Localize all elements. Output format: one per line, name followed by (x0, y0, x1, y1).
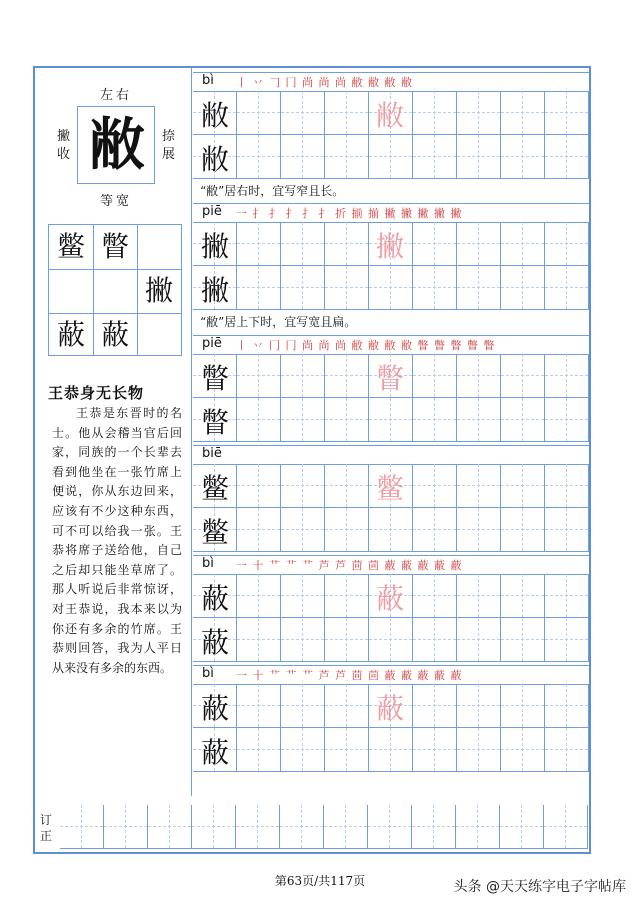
correction-cell[interactable] (324, 805, 368, 849)
correction-cell[interactable] (236, 805, 280, 849)
model-character: 敝 (200, 99, 229, 132)
trace-character: 鳖 (375, 472, 404, 505)
story-title: 王恭身无长物 (48, 384, 145, 402)
correction-cell[interactable] (412, 805, 456, 849)
story-text: 王恭是东晋时的名士。他从会稽当官后回家，同族的一个长辈去看到他坐在一张竹席上便说，你从东边回来，应该有不少这种东西，可不可以给我一张。王恭将席子送给他，自己之后却只能坐草席了。那人听说后非常惊讶，对王恭说，我本来以为你还有多余的竹席。王恭则回答，我为人平日从来没有多余的东西。 (52, 406, 182, 675)
grid-cell[interactable] (545, 135, 589, 179)
grid-cell[interactable] (545, 266, 589, 310)
model-character: 瞥 (200, 362, 229, 395)
correction-row (60, 805, 590, 849)
correction-cell[interactable] (104, 805, 148, 849)
model-character: 撇 (200, 274, 229, 307)
grid-cell[interactable] (413, 508, 457, 552)
grid-cell[interactable] (369, 135, 413, 179)
grid-cell[interactable] (325, 354, 369, 398)
structure-bottom-label: 等宽 (100, 194, 133, 209)
model-character: 撇 (200, 230, 229, 263)
grid-cell[interactable] (281, 222, 325, 266)
pinyin-line (193, 445, 589, 465)
grid-cell[interactable] (281, 574, 325, 618)
grid-cell[interactable] (501, 728, 545, 772)
grid-cell[interactable] (457, 354, 501, 398)
pinyin: bì (202, 666, 214, 681)
component-char: 鳖 (56, 230, 85, 263)
watermark: 头条 @天天练字电子字帖库 (453, 879, 626, 895)
grid-cell[interactable] (413, 354, 457, 398)
model-character: 蔽 (200, 692, 229, 725)
main-character-box (77, 106, 155, 184)
pinyin: piē (202, 204, 222, 219)
grid-cell[interactable] (501, 135, 545, 179)
correction-cell[interactable] (500, 805, 544, 849)
grid-cell[interactable] (325, 574, 369, 618)
grid-cell[interactable] (237, 684, 281, 728)
grid-cell[interactable] (281, 684, 325, 728)
correction-cell[interactable] (280, 805, 324, 849)
model-character: 蔽 (200, 736, 229, 769)
grid-cell[interactable] (545, 464, 589, 508)
correction-cell[interactable] (544, 805, 588, 849)
component-char: 蔽 (100, 318, 129, 351)
grid-cell[interactable] (457, 618, 501, 662)
grid-cell[interactable] (457, 574, 501, 618)
grid-cell[interactable] (501, 574, 545, 618)
grid-cell[interactable] (325, 222, 369, 266)
grid-cell[interactable] (545, 398, 589, 442)
correction-cell[interactable] (148, 805, 192, 849)
grid-cell[interactable] (501, 508, 545, 552)
grid-cell[interactable] (325, 618, 369, 662)
grid-cell[interactable] (545, 728, 589, 772)
component-char: 蔽 (56, 318, 85, 351)
trace-character: 敝 (375, 99, 404, 132)
grid-cell[interactable] (281, 398, 325, 442)
model-character: 鳖 (200, 516, 229, 549)
grid-cell[interactable] (281, 354, 325, 398)
grid-cell[interactable] (237, 618, 281, 662)
grid-cell[interactable] (325, 398, 369, 442)
grid-cell[interactable] (457, 91, 501, 135)
grid-cell[interactable] (413, 684, 457, 728)
grid-cell[interactable] (281, 464, 325, 508)
correction-cell[interactable] (60, 805, 104, 849)
trace-character: 撇 (375, 230, 404, 263)
grid-cell[interactable] (545, 508, 589, 552)
grid-cell[interactable] (413, 464, 457, 508)
grid-cell[interactable] (237, 135, 281, 179)
grid-cell[interactable] (413, 266, 457, 310)
model-character: 瞥 (200, 406, 229, 439)
grid-cell[interactable] (545, 684, 589, 728)
grid-cell[interactable] (545, 222, 589, 266)
grid-cell[interactable] (413, 398, 457, 442)
pinyin: bì (202, 556, 214, 571)
stroke-order: 一 扌 扌 扌 扌 扌 折 揃 揃 撇 撇 撇 撇 撇 (236, 207, 463, 220)
stroke-order: 丨 丷 𠃌 冂 尚 尚 尚 敝 敝 敝 敝 (236, 76, 413, 89)
grid-cell[interactable] (237, 728, 281, 772)
component-grid (48, 224, 182, 356)
model-character: 鳖 (200, 472, 229, 505)
correction-label: 订正 (40, 813, 53, 843)
grid-cell[interactable] (237, 464, 281, 508)
component-char: 瞥 (100, 230, 129, 263)
grid-cell[interactable] (501, 91, 545, 135)
grid-cell[interactable] (281, 91, 325, 135)
grid-cell[interactable] (501, 684, 545, 728)
grid-cell[interactable] (457, 684, 501, 728)
grid-cell[interactable] (325, 508, 369, 552)
trace-character: 蔽 (375, 582, 404, 615)
grid-cell[interactable] (457, 266, 501, 310)
grid-cell[interactable] (545, 574, 589, 618)
pinyin: biē (202, 446, 222, 461)
main-character: 敝 (89, 113, 145, 178)
structure-top-label: 左右 (100, 88, 133, 103)
grid-cell[interactable] (325, 135, 369, 179)
grid-cell[interactable] (325, 464, 369, 508)
correction-cell[interactable] (456, 805, 500, 849)
grid-cell[interactable] (501, 464, 545, 508)
correction-cell[interactable] (192, 805, 236, 849)
trace-character: 瞥 (375, 362, 404, 395)
correction-cell[interactable] (368, 805, 412, 849)
stroke-order: 一 十 艹 艹 艹 芦 芦 茴 茴 蔽 蔽 蔽 蔽 蔽 (236, 559, 463, 572)
grid-cell[interactable] (413, 574, 457, 618)
grid-cell[interactable] (281, 618, 325, 662)
grid-cell[interactable] (501, 354, 545, 398)
component-char: 撇 (144, 274, 173, 307)
grid-cell[interactable] (369, 728, 413, 772)
grid-cell[interactable] (413, 91, 457, 135)
grid-cell[interactable] (325, 266, 369, 310)
grid-cell[interactable] (501, 266, 545, 310)
grid-cell[interactable] (413, 728, 457, 772)
grid-cell[interactable] (457, 398, 501, 442)
model-character: 蔽 (200, 626, 229, 659)
stroke-order: 一 十 艹 艹 艹 芦 芦 茴 茴 蔽 蔽 蔽 蔽 蔽 (236, 669, 463, 682)
grid-cell[interactable] (281, 508, 325, 552)
grid-cell[interactable] (281, 135, 325, 179)
writing-tip: “敝”居右时，宜写窄且长。 (200, 184, 345, 198)
grid-cell[interactable] (369, 508, 413, 552)
grid-cell[interactable] (413, 135, 457, 179)
grid-cell[interactable] (325, 684, 369, 728)
grid-cell[interactable] (325, 91, 369, 135)
grid-cell[interactable] (457, 508, 501, 552)
grid-cell[interactable] (457, 222, 501, 266)
grid-cell[interactable] (413, 222, 457, 266)
grid-cell[interactable] (281, 266, 325, 310)
grid-cell[interactable] (545, 354, 589, 398)
grid-cell[interactable] (545, 618, 589, 662)
grid-cell[interactable] (237, 222, 281, 266)
stroke-order: 丨 丷 冂 冂 尚 尚 尚 敝 敝 敝 敝 瞥 瞥 瞥 瞥 瞥 (236, 339, 496, 352)
writing-tip: “敝”居上下时，宜写宽且扁。 (200, 315, 357, 329)
pinyin: bì (202, 73, 214, 88)
grid-cell[interactable] (237, 91, 281, 135)
grid-cell[interactable] (325, 728, 369, 772)
grid-cell[interactable] (237, 508, 281, 552)
grid-cell[interactable] (237, 574, 281, 618)
model-character: 敝 (200, 143, 229, 176)
grid-cell[interactable] (501, 398, 545, 442)
page-number: 第63页/共117页 (274, 874, 366, 888)
grid-cell[interactable] (281, 728, 325, 772)
grid-cell[interactable] (369, 398, 413, 442)
grid-cell[interactable] (545, 91, 589, 135)
grid-cell[interactable] (457, 728, 501, 772)
grid-cell[interactable] (237, 354, 281, 398)
structure-right-label: 捺展 (162, 129, 176, 162)
grid-cell[interactable] (501, 222, 545, 266)
model-character: 蔽 (200, 582, 229, 615)
grid-cell[interactable] (413, 618, 457, 662)
grid-cell[interactable] (457, 135, 501, 179)
grid-cell[interactable] (369, 266, 413, 310)
grid-cell[interactable] (369, 618, 413, 662)
grid-cell[interactable] (457, 464, 501, 508)
grid-cell[interactable] (237, 398, 281, 442)
pinyin: piē (202, 336, 222, 351)
grid-cell[interactable] (237, 266, 281, 310)
grid-cell[interactable] (501, 618, 545, 662)
trace-character: 蔽 (375, 692, 404, 725)
structure-left-label: 撇收 (57, 129, 71, 162)
